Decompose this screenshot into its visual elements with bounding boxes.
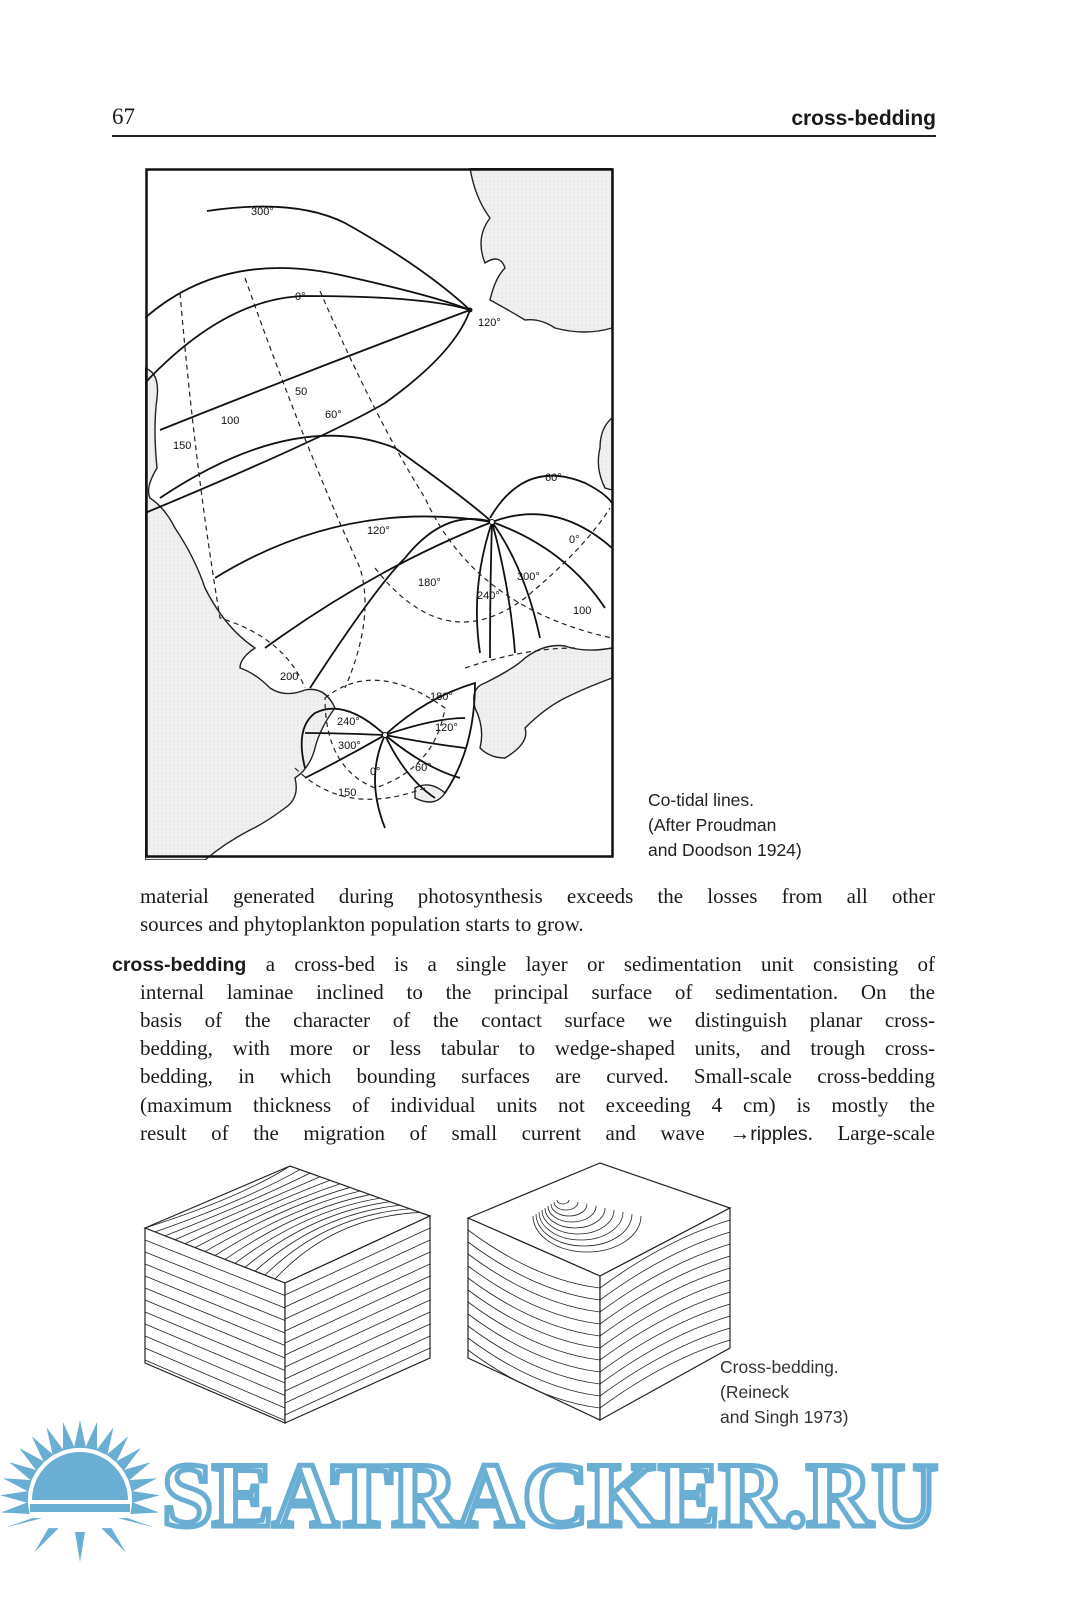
body-line: sources and phytoplankton population starts to grow. — [140, 912, 584, 936]
block-diagram-caption — [720, 1355, 848, 1430]
map-label: 120° — [435, 722, 458, 734]
sun-ray — [47, 1427, 64, 1455]
running-head: cross-bedding — [791, 107, 936, 130]
caption-line: and Singh 1973) — [720, 1407, 849, 1427]
sun-ray — [74, 1420, 86, 1448]
sun-ray — [75, 1532, 85, 1562]
sun-ray — [6, 1518, 42, 1527]
sun-ray — [63, 1422, 75, 1451]
map-label: 100 — [573, 605, 592, 617]
caption-line: (After Proudman — [648, 815, 777, 835]
entry-text: result of the migration of small current and wave — [140, 1121, 730, 1145]
map-label: 0° — [295, 291, 306, 303]
sun-ray — [3, 1478, 32, 1491]
sun-ray — [85, 1422, 97, 1451]
map-label: 120° — [367, 525, 390, 537]
body-line: bedding, with more or less tabular to wedge-shaped units, and trough cross- — [140, 1036, 935, 1060]
map-label: 150 — [173, 440, 192, 452]
sun-ray — [118, 1518, 154, 1527]
caption-line: and Doodson 1924) — [648, 840, 802, 860]
sun-ray — [101, 1528, 125, 1552]
sun-ray — [132, 1491, 160, 1503]
trough-cross-bedding-block — [468, 1163, 730, 1420]
map-caption — [648, 788, 802, 863]
sun-ray — [130, 1502, 159, 1514]
header-rule — [112, 135, 936, 137]
entry-text: a cross-bed is a single layer or sedimentation unit consisting of — [246, 952, 935, 976]
page-number: 67 — [112, 104, 135, 129]
caption-line: Co-tidal lines. — [648, 790, 755, 810]
map-label: 200 — [280, 671, 299, 683]
body-line: internal laminae inclined to the principal surface of sedimentation. On the — [140, 980, 935, 1004]
sun-ray — [0, 1491, 28, 1503]
map-label: 120° — [478, 317, 501, 329]
co-tidal-map — [145, 168, 615, 860]
caption-line: Cross-bedding. — [720, 1357, 839, 1377]
xref-link-ripples[interactable]: ripples — [750, 1123, 808, 1145]
entry-text: . Large-scale — [807, 1121, 935, 1145]
watermark-sun-icon — [0, 1412, 160, 1562]
sun-ray — [1, 1502, 30, 1514]
map-label: 180° — [430, 691, 453, 703]
xref-arrow: → — [729, 1121, 751, 1145]
map-label: 240° — [337, 716, 360, 728]
entry-first-line — [112, 952, 935, 977]
body-line — [140, 1121, 935, 1146]
map-label: 180° — [418, 577, 441, 589]
map-label: 0° — [569, 534, 580, 546]
body-line: basis of the character of the contact surface we distinguish planar cross- — [140, 1008, 935, 1032]
map-label: 300° — [517, 571, 540, 583]
map-label: 60° — [545, 472, 562, 484]
map-label: 60° — [325, 409, 342, 421]
watermark-text: SEATRACKER.RU — [162, 1444, 938, 1546]
body-line: (maximum thickness of individual units not exceeding 4 cm) is mostly the — [140, 1093, 935, 1117]
sun-ray — [34, 1528, 58, 1552]
planar-cross-bedding-block — [145, 1166, 430, 1423]
map-label: 0° — [370, 766, 381, 778]
map-label: 300° — [338, 740, 361, 752]
entry-term: cross-bedding — [112, 954, 247, 976]
map-label: 60° — [415, 762, 432, 774]
cross-bedding-block-diagrams — [140, 1158, 740, 1428]
sun-ray — [128, 1478, 157, 1491]
map-label: 50 — [295, 386, 308, 398]
map-label: 300° — [251, 206, 274, 218]
map-label: 150 — [338, 787, 357, 799]
sun-ray — [96, 1427, 113, 1455]
body-line: bedding, in which bounding surfaces are curved. Small-scale cross-bedding — [140, 1064, 935, 1088]
map-label: 240° — [477, 590, 500, 602]
map-label: 100 — [221, 415, 240, 427]
body-line: material generated during photosynthesis exceeds the losses from all other — [140, 884, 935, 908]
caption-line: (Reineck — [720, 1382, 790, 1402]
